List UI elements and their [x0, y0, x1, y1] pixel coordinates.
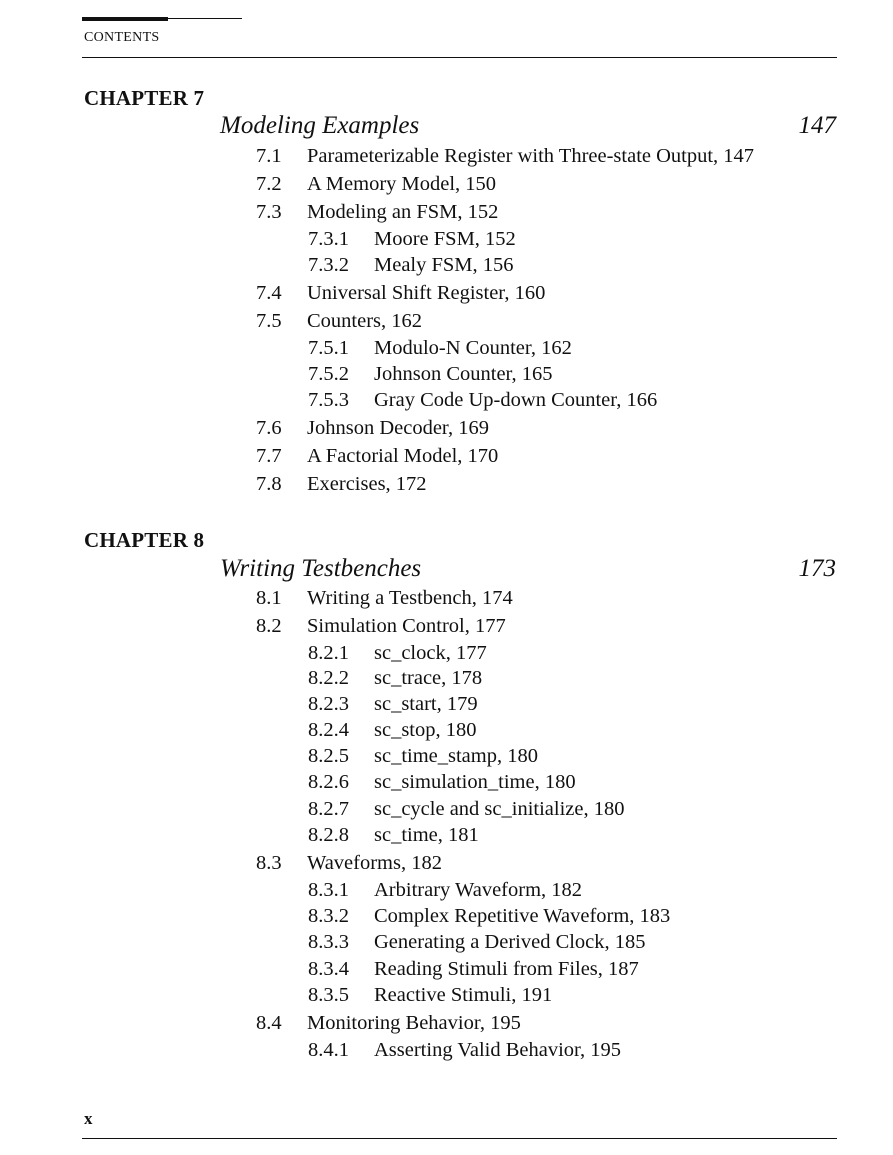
chapter-title: Writing Testbenches [220, 555, 422, 582]
toc-entry-number: 7.5.1 [308, 337, 349, 359]
toc-entry-title: Generating a Derived Clock, 185 [374, 931, 646, 953]
toc-entry-title: Waveforms, 182 [307, 852, 442, 874]
toc-entry-title: Asserting Valid Behavior, 195 [374, 1039, 622, 1061]
chapter-label: CHAPTER 7 [84, 86, 205, 110]
toc-entry-number: 7.6 [256, 417, 282, 439]
toc-entry-title: sc_stop, 180 [374, 719, 477, 741]
toc-entry-title: Arbitrary Waveform, 182 [374, 879, 583, 901]
toc-entry-number: 7.5.3 [308, 389, 349, 411]
chapter-label: CHAPTER 8 [84, 528, 205, 552]
toc-entry-number: 7.3 [256, 201, 282, 223]
toc-entry-number: 7.4 [256, 282, 282, 304]
toc-entry-number: 7.3.1 [308, 228, 349, 250]
toc-entry-title: sc_start, 179 [374, 693, 478, 715]
toc-entry-title: Exercises, 172 [307, 473, 427, 495]
toc-entry-title: Reactive Stimuli, 191 [374, 984, 553, 1006]
toc-entry-title: Modulo-N Counter, 162 [374, 337, 572, 359]
toc-entry-number: 8.3.4 [308, 958, 349, 980]
header-rule [82, 57, 837, 58]
toc-entry-title: Reading Stimuli from Files, 187 [374, 958, 639, 980]
toc-entry-number: 8.3 [256, 852, 282, 874]
toc-entry-number: 8.2 [256, 615, 282, 637]
toc-entry-title: sc_time, 181 [374, 824, 479, 846]
toc-entry-title: Complex Repetitive Waveform, 183 [374, 905, 671, 927]
toc-entry-number: 8.2.5 [308, 745, 349, 767]
page-folio: x [84, 1109, 93, 1128]
toc-entry-title: Moore FSM, 152 [374, 228, 516, 250]
toc-entry-title: Modeling an FSM, 152 [307, 201, 499, 223]
chapter-page-number: 173 [798, 555, 836, 582]
footer-rule [82, 1138, 837, 1139]
toc-entry-number: 8.2.7 [308, 798, 349, 820]
toc-entry-number: 7.1 [256, 145, 282, 167]
toc-entry-title: Simulation Control, 177 [307, 615, 506, 637]
toc-entry-number: 7.7 [256, 445, 282, 467]
toc-entry-title: Parameterizable Register with Three-state Output, 147 [307, 145, 755, 167]
toc-entry-title: sc_cycle and sc_initialize, 180 [374, 798, 625, 820]
toc-entry-number: 8.2.3 [308, 693, 349, 715]
toc-entry-title: sc_simulation_time, 180 [374, 771, 576, 793]
toc-entry-title: sc_trace, 178 [374, 667, 483, 689]
toc-entry-number: 8.2.8 [308, 824, 349, 846]
chapter-page-number: 147 [798, 112, 836, 139]
toc-entry-title: Monitoring Behavior, 195 [307, 1012, 521, 1034]
toc-entry-title: Mealy FSM, 156 [374, 254, 514, 276]
toc-entry-number: 7.5 [256, 310, 282, 332]
toc-entry-number: 8.3.5 [308, 984, 349, 1006]
header-rule-thick [82, 17, 168, 21]
toc-entry-number: 7.8 [256, 473, 282, 495]
toc-entry-number: 8.3.2 [308, 905, 349, 927]
toc-entry-number: 8.3.3 [308, 931, 349, 953]
toc-entry-title: Counters, 162 [307, 310, 423, 332]
toc-entry-number: 8.4.1 [308, 1039, 349, 1061]
toc-entry-number: 8.1 [256, 587, 282, 609]
toc-entry-title: A Memory Model, 150 [307, 173, 497, 195]
toc-entry-number: 8.4 [256, 1012, 282, 1034]
toc-entry-number: 7.2 [256, 173, 282, 195]
toc-entry-title: Gray Code Up-down Counter, 166 [374, 389, 658, 411]
toc-entry-number: 8.3.1 [308, 879, 349, 901]
toc-entry-title: Writing a Testbench, 174 [307, 587, 513, 609]
toc-entry-title: Johnson Decoder, 169 [307, 417, 489, 439]
toc-entry-number: 7.3.2 [308, 254, 349, 276]
toc-entry-title: sc_clock, 177 [374, 642, 487, 664]
toc-entry-number: 8.2.1 [308, 642, 349, 664]
header-rule-thin [168, 18, 242, 19]
toc-entry-number: 8.2.2 [308, 667, 349, 689]
running-head: CONTENTS [84, 30, 160, 45]
toc-entry-title: sc_time_stamp, 180 [374, 745, 538, 767]
toc-entry-number: 7.5.2 [308, 363, 349, 385]
toc-entry-title: Universal Shift Register, 160 [307, 282, 546, 304]
toc-entry-number: 8.2.6 [308, 771, 349, 793]
toc-entry-number: 8.2.4 [308, 719, 349, 741]
toc-entry-title: Johnson Counter, 165 [374, 363, 553, 385]
chapter-title: Modeling Examples [220, 112, 420, 139]
toc-entry-title: A Factorial Model, 170 [307, 445, 499, 467]
